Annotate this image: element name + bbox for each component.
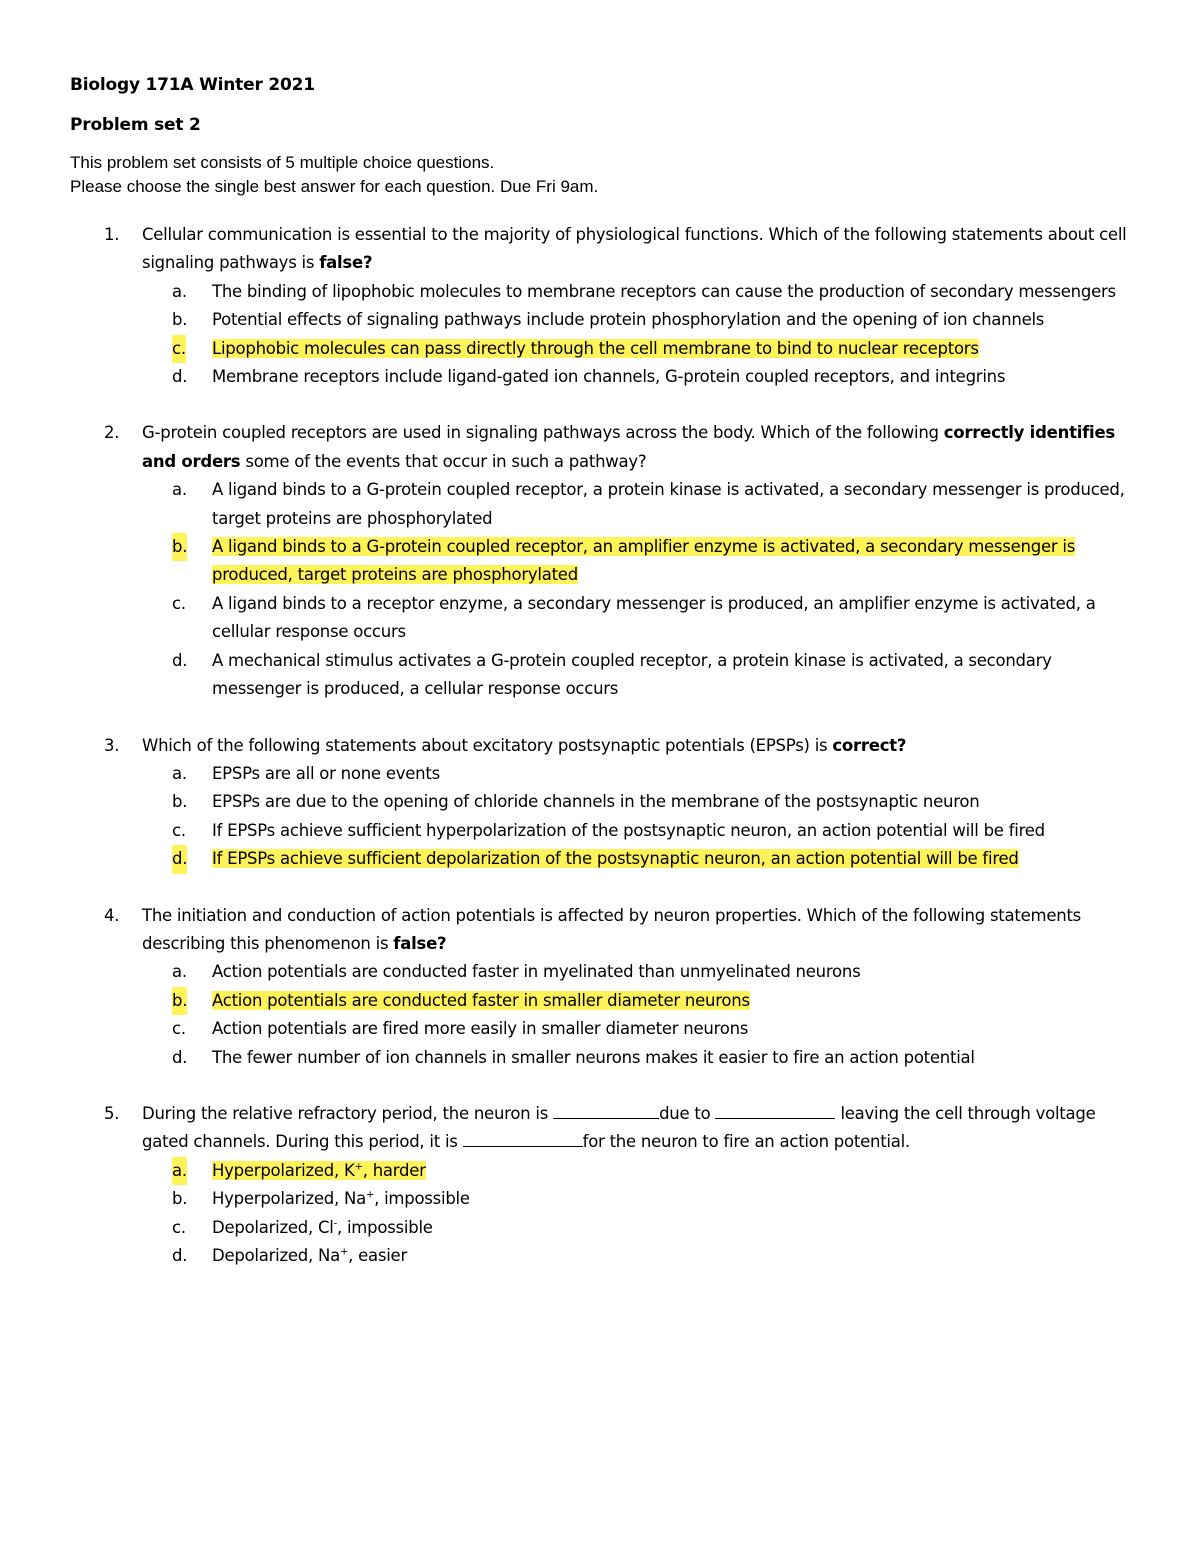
instructions-line-2: Please choose the single best answer for each question. Due Fri 9am. bbox=[70, 177, 599, 196]
option-text-part: Hyperpolarized, K bbox=[212, 1160, 355, 1180]
question-stem bbox=[142, 1100, 1140, 1157]
option-text: If EPSPs achieve sufficient depolarization of the postsynaptic neuron, an action potential will be fired bbox=[212, 849, 1019, 869]
question-stem bbox=[142, 221, 1140, 278]
ion-charge: - bbox=[333, 1218, 337, 1230]
option-d[interactable] bbox=[142, 647, 1140, 704]
option-label: a. bbox=[172, 1157, 187, 1185]
question-4 bbox=[70, 902, 1140, 1072]
option-d[interactable] bbox=[142, 1044, 1140, 1072]
option-label: a. bbox=[172, 281, 187, 301]
option-text bbox=[212, 1246, 407, 1265]
stem-emphasis: correctly identifies and orders bbox=[142, 423, 1115, 471]
option-text: Lipophobic molecules can pass directly through the cell membrane to bind to nuclear receptors bbox=[212, 338, 979, 358]
option-text: The fewer number of ion channels in smaller neurons makes it easier to fire an action potential bbox=[212, 1047, 975, 1067]
option-text: If EPSPs achieve sufficient hyperpolarization of the postsynaptic neuron, an action potential will be fired bbox=[212, 820, 1045, 840]
option-d[interactable] bbox=[142, 1242, 1140, 1270]
question-1 bbox=[70, 221, 1140, 391]
instructions bbox=[70, 151, 1140, 199]
question-number: 4. bbox=[104, 905, 120, 925]
answer-options bbox=[142, 476, 1140, 703]
question-3 bbox=[70, 732, 1140, 874]
answer-blank-2[interactable] bbox=[715, 1100, 835, 1119]
option-text: EPSPs are due to the opening of chloride channels in the membrane of the postsynaptic neuron bbox=[212, 792, 980, 812]
option-label: c. bbox=[172, 593, 186, 613]
stem-emphasis: false? bbox=[319, 253, 373, 273]
stem-emphasis: correct? bbox=[832, 735, 907, 755]
problem-set-page bbox=[70, 71, 1140, 1298]
option-label: c. bbox=[172, 1019, 186, 1039]
question-number: 3. bbox=[104, 735, 120, 755]
option-text-part: Hyperpolarized, Na bbox=[212, 1189, 366, 1209]
stem-text: G-protein coupled receptors are used in signaling pathways across the body. Which of the following bbox=[142, 423, 944, 443]
option-text: A ligand binds to a G-protein coupled receptor, a protein kinase is activated, a secondary messenger is produced, target proteins are phosphorylated bbox=[212, 480, 1125, 528]
option-c[interactable] bbox=[142, 590, 1140, 647]
ion-charge: + bbox=[354, 1161, 363, 1173]
question-5 bbox=[70, 1100, 1140, 1270]
stem-text: some of the events that occur in such a pathway? bbox=[240, 451, 647, 471]
question-number: 2. bbox=[104, 423, 120, 443]
option-text: EPSPs are all or none events bbox=[212, 763, 440, 783]
question-number: 5. bbox=[104, 1103, 120, 1123]
option-c[interactable] bbox=[142, 1015, 1140, 1043]
option-a[interactable] bbox=[142, 278, 1140, 306]
option-label: d. bbox=[172, 650, 188, 670]
option-label: b. bbox=[172, 987, 187, 1015]
option-c-highlighted[interactable] bbox=[142, 335, 1140, 363]
option-label: d. bbox=[172, 1047, 188, 1067]
option-label: c. bbox=[172, 1217, 186, 1237]
stem-text: Cellular communication is essential to the majority of physiological functions. Which of the following statements about cell signaling pathways is bbox=[142, 225, 1127, 273]
question-stem bbox=[142, 732, 1140, 760]
option-text-part: Depolarized, Cl bbox=[212, 1217, 334, 1237]
option-text-part: , harder bbox=[362, 1160, 426, 1180]
option-a[interactable] bbox=[142, 958, 1140, 986]
option-d[interactable] bbox=[142, 363, 1140, 391]
option-label: a. bbox=[172, 480, 187, 500]
instructions-line-1: This problem set consists of 5 multiple choice questions. bbox=[70, 153, 495, 172]
stem-text: Which of the following statements about excitatory postsynaptic potentials (EPSPs) is bbox=[142, 735, 833, 755]
option-b[interactable] bbox=[142, 788, 1140, 816]
option-label: d. bbox=[172, 367, 188, 387]
option-text-part: Depolarized, Na bbox=[212, 1246, 340, 1265]
answer-blank-3[interactable] bbox=[463, 1128, 583, 1147]
option-label: b. bbox=[172, 792, 188, 812]
ion-charge: + bbox=[339, 1246, 349, 1258]
option-label: a. bbox=[172, 962, 187, 982]
option-text bbox=[212, 1161, 426, 1180]
option-text-part: , impossible bbox=[374, 1189, 470, 1209]
option-a[interactable] bbox=[142, 760, 1140, 788]
question-stem bbox=[142, 902, 1140, 959]
course-title: Biology 171A Winter 2021 bbox=[70, 75, 315, 95]
question-2 bbox=[70, 419, 1140, 703]
option-label: a. bbox=[172, 763, 187, 783]
stem-text: leaving the cell through voltage gated channels. During this period, it is bbox=[142, 1103, 1096, 1152]
option-label: b. bbox=[172, 1189, 188, 1209]
option-b-highlighted[interactable] bbox=[142, 987, 1140, 1015]
option-b-highlighted[interactable] bbox=[142, 533, 1140, 590]
answer-options bbox=[142, 278, 1140, 392]
option-text: The binding of lipophobic molecules to membrane receptors can cause the production of secondary messengers bbox=[212, 281, 1116, 301]
option-label: d. bbox=[172, 845, 187, 873]
answer-options bbox=[142, 958, 1140, 1072]
option-label: c. bbox=[172, 820, 186, 840]
question-list bbox=[70, 221, 1140, 1270]
answer-options bbox=[142, 760, 1140, 874]
stem-text: The initiation and conduction of action potentials is affected by neuron properties. Which of the following statements describing this phenomenon is bbox=[142, 905, 1082, 953]
stem-text: for the neuron to fire an action potential. bbox=[582, 1132, 910, 1152]
problem-set-title: Problem set 2 bbox=[70, 115, 201, 135]
option-text: Membrane receptors include ligand-gated ion channels, G-protein coupled receptors, and integrins bbox=[212, 367, 1006, 387]
option-label: c. bbox=[172, 335, 186, 363]
stem-text: During the relative refractory period, the neuron is bbox=[142, 1103, 554, 1123]
option-text: A ligand binds to a receptor enzyme, a secondary messenger is produced, an amplifier enzyme is activated, a cellular response occurs bbox=[212, 593, 1096, 642]
option-c[interactable] bbox=[142, 1214, 1140, 1242]
option-text: A mechanical stimulus activates a G-protein coupled receptor, a protein kinase is activated, a secondary messenger is produced, a cellular response occurs bbox=[212, 650, 1052, 699]
option-text: A ligand binds to a G-protein coupled receptor, an amplifier enzyme is activated, a secondary messenger is produced, target proteins are phosphorylated bbox=[212, 537, 1076, 585]
option-label: b. bbox=[172, 533, 187, 561]
option-a[interactable] bbox=[142, 476, 1140, 533]
stem-text: due to bbox=[659, 1103, 716, 1123]
option-c[interactable] bbox=[142, 817, 1140, 845]
option-text bbox=[212, 1189, 470, 1208]
option-text: Potential effects of signaling pathways include protein phosphorylation and the opening of ion channels bbox=[212, 310, 1045, 330]
option-b[interactable] bbox=[142, 306, 1140, 334]
option-text bbox=[212, 1218, 433, 1237]
option-a-highlighted[interactable] bbox=[142, 1157, 1140, 1185]
option-label: b. bbox=[172, 310, 188, 330]
option-label: d. bbox=[172, 1246, 188, 1265]
option-text: Action potentials are conducted faster in myelinated than unmyelinated neurons bbox=[212, 962, 861, 982]
option-text-part: , easier bbox=[348, 1246, 407, 1265]
option-d-highlighted[interactable] bbox=[142, 845, 1140, 873]
stem-emphasis: false? bbox=[393, 933, 447, 953]
answer-blank-1[interactable] bbox=[553, 1100, 659, 1119]
option-text: Action potentials are fired more easily in smaller diameter neurons bbox=[212, 1019, 749, 1039]
ion-charge: + bbox=[365, 1189, 375, 1201]
answer-options bbox=[142, 1157, 1140, 1271]
question-stem bbox=[142, 419, 1140, 476]
option-text: Action potentials are conducted faster in smaller diameter neurons bbox=[212, 990, 750, 1010]
option-b[interactable] bbox=[142, 1185, 1140, 1213]
question-number: 1. bbox=[104, 225, 120, 244]
option-text-part: , impossible bbox=[336, 1217, 433, 1237]
